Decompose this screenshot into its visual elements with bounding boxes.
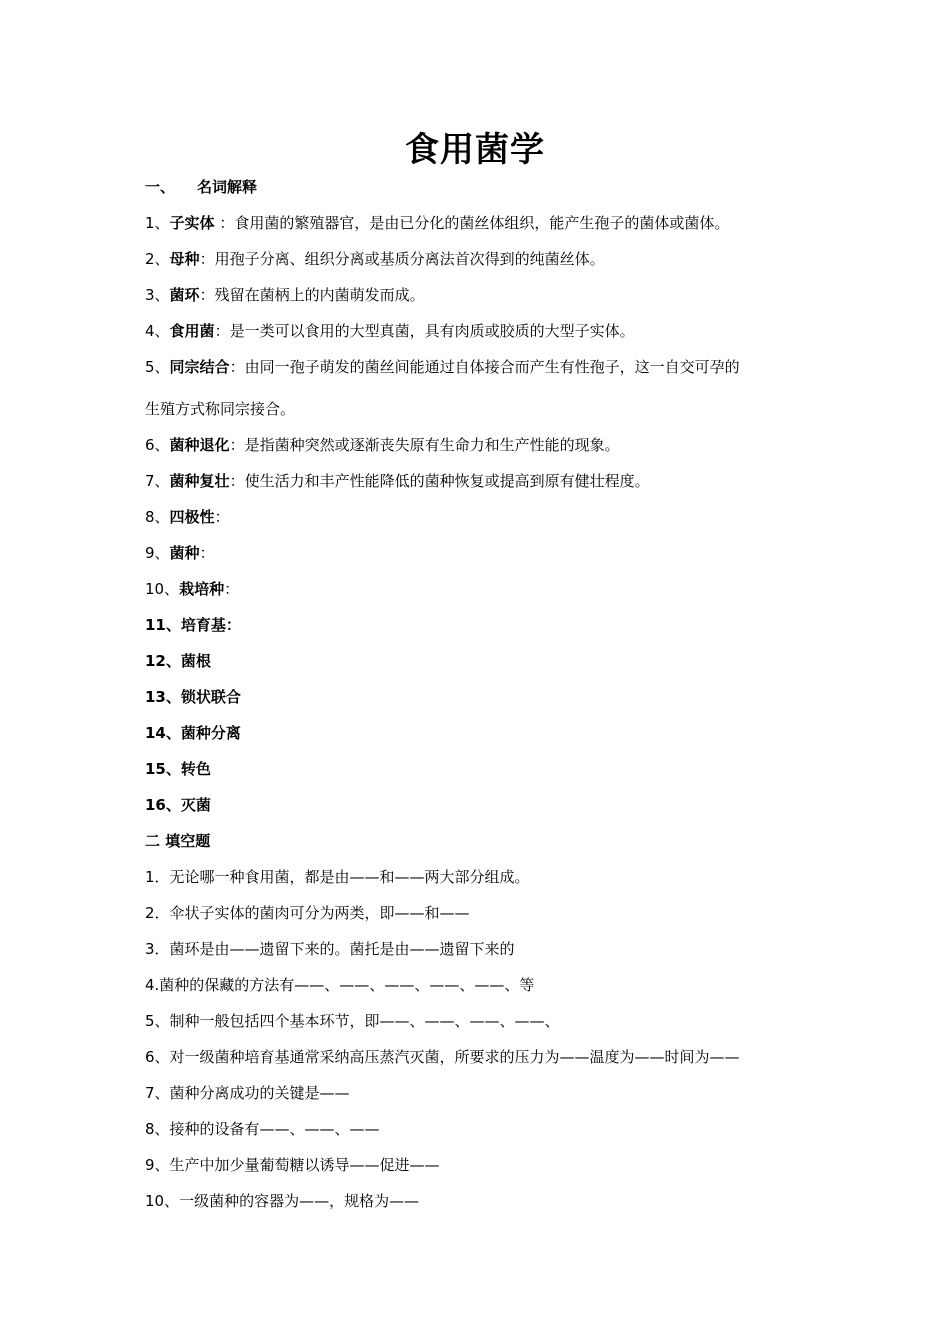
item-number: 10、 bbox=[145, 580, 180, 598]
definition-continuation: 生殖方式称同宗接合。 bbox=[145, 400, 296, 418]
definition-item: 13、锁状联合 bbox=[145, 688, 241, 706]
definition-item: 16、灭菌 bbox=[145, 796, 211, 814]
fill-blank-item: 6、对一级菌种培育基通常采纳高压蒸汽灭菌，所要求的压力为——温度为——时间为—— bbox=[145, 1048, 740, 1066]
fill-blank-item: 4.菌种的保藏的方法有——、——、——、——、——、等 bbox=[145, 976, 535, 994]
definition-item: 15、转色 bbox=[145, 760, 211, 778]
fill-blank-item: 1．无论哪一种食用菌，都是由——和——两大部分组成。 bbox=[145, 868, 530, 886]
fill-blank-item: 3．菌环是由——遗留下来的。菌托是由——遗留下来的 bbox=[145, 940, 515, 958]
definition-text: 残留在菌柄上的内菌萌发而成。 bbox=[214, 286, 425, 304]
item-number: 3、 bbox=[145, 286, 170, 304]
definition-text: 食用菌的繁殖器官，是由已分化的菌丝体组织，能产生孢子的菌体或菌体。 bbox=[234, 214, 730, 232]
definition-item bbox=[145, 248, 845, 270]
definition-item: 14、菌种分离 bbox=[145, 724, 241, 742]
term-separator: ： bbox=[199, 544, 215, 562]
term: 同宗结合 bbox=[169, 358, 230, 376]
term-separator: ： bbox=[214, 214, 235, 232]
term-separator: ： bbox=[229, 358, 245, 376]
term: 菌种 bbox=[169, 544, 200, 562]
definition-item bbox=[145, 434, 845, 456]
definition-text: 是一类可以食用的大型真菌，具有肉质或胶质的大型子实体。 bbox=[229, 322, 635, 340]
fill-blank-item: 10、一级菌种的容器为——，规格为—— bbox=[145, 1192, 420, 1210]
definition-text: 是指菌种突然或逐渐丧失原有生命力和生产性能的现象。 bbox=[244, 436, 620, 454]
definition-item: 12、菌根 bbox=[145, 652, 211, 670]
item-number: 4、 bbox=[145, 322, 170, 340]
definition-item bbox=[145, 506, 845, 528]
item-number: 7、 bbox=[145, 472, 170, 490]
item-number: 5、 bbox=[145, 358, 170, 376]
definition-item bbox=[145, 542, 845, 564]
fill-blank-item: 9、生产中加少量葡萄糖以诱导——促进—— bbox=[145, 1156, 440, 1174]
term: 栽培种 bbox=[179, 580, 225, 598]
section-label: 名词解释 bbox=[197, 178, 258, 196]
item-number: 1、 bbox=[145, 214, 170, 232]
item-number: 9、 bbox=[145, 544, 170, 562]
item-number: 2、 bbox=[145, 250, 170, 268]
definition-item bbox=[145, 320, 845, 342]
definition-text: 由同一孢子萌发的菌丝间能通过自体接合而产生有性孢子，这一自交可孕的 bbox=[244, 358, 740, 376]
definition-item bbox=[145, 284, 845, 306]
item-number: 6、 bbox=[145, 436, 170, 454]
item-number: 8、 bbox=[145, 508, 170, 526]
fill-blank-item: 2．伞状子实体的菌肉可分为两类，即——和—— bbox=[145, 904, 470, 922]
definition-item bbox=[145, 356, 845, 378]
definition-item bbox=[145, 212, 845, 234]
section-heading-definitions bbox=[145, 176, 845, 198]
term: 子实体 bbox=[169, 214, 215, 232]
term-separator: ： bbox=[214, 322, 230, 340]
term: 菌种退化 bbox=[169, 436, 230, 454]
term-separator: ： bbox=[229, 436, 245, 454]
definition-item bbox=[145, 578, 845, 600]
term-separator: ： bbox=[199, 250, 215, 268]
page-title: 食用菌学 bbox=[405, 130, 545, 170]
term: 四极性 bbox=[169, 508, 215, 526]
fill-blank-item: 5、制种一般包括四个基本环节，即——、——、——、——、 bbox=[145, 1012, 560, 1030]
fill-blank-item: 7、菌种分离成功的关键是—— bbox=[145, 1084, 350, 1102]
definition-item: 11、培育基： bbox=[145, 616, 241, 634]
term: 菌环 bbox=[169, 286, 200, 304]
term: 母种 bbox=[169, 250, 200, 268]
definition-text: 使生活力和丰产性能降低的菌种恢复或提高到原有健壮程度。 bbox=[244, 472, 650, 490]
term-separator: ： bbox=[214, 508, 230, 526]
definition-text: 用孢子分离、组织分离或基质分离法首次得到的纯菌丝体。 bbox=[214, 250, 605, 268]
section-number: 一、 bbox=[145, 178, 176, 196]
definition-item bbox=[145, 470, 845, 492]
term-separator: ： bbox=[224, 580, 240, 598]
term: 菌种复壮 bbox=[169, 472, 230, 490]
term: 食用菌 bbox=[169, 322, 215, 340]
fill-blank-item: 8、接种的设备有——、——、—— bbox=[145, 1120, 380, 1138]
section-heading-fill-blanks: 二 填空题 bbox=[145, 832, 211, 850]
term-separator: ： bbox=[229, 472, 245, 490]
term-separator: ： bbox=[199, 286, 215, 304]
